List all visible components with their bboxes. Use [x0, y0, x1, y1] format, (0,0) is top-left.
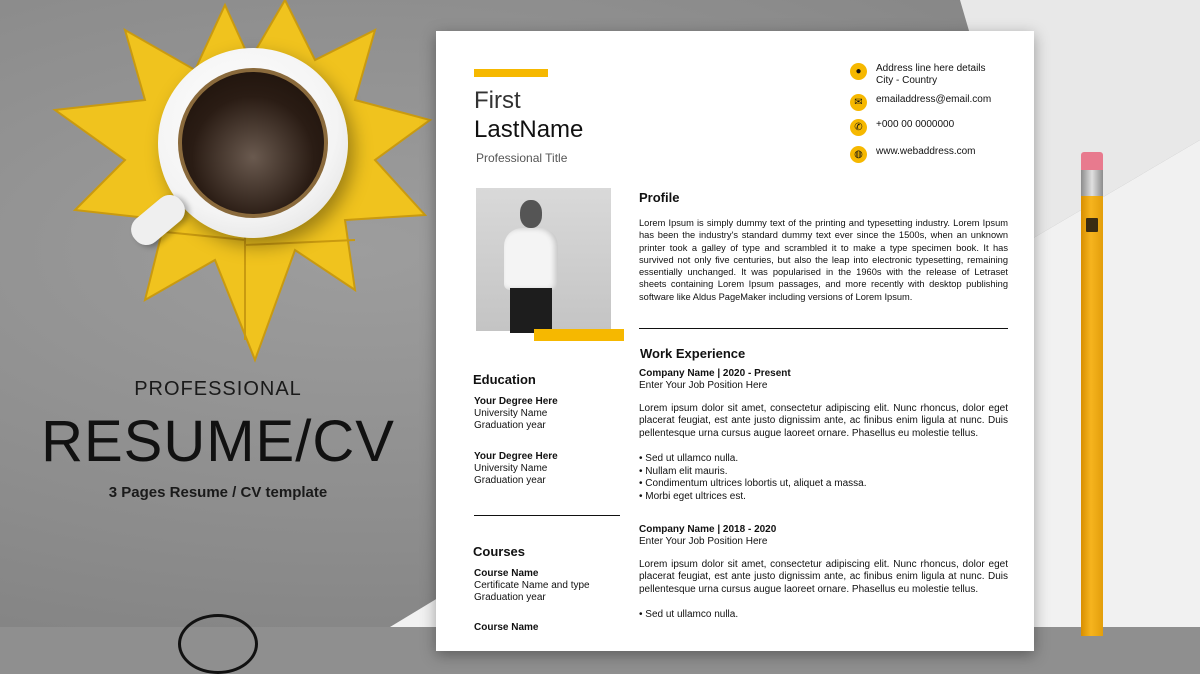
- degree-1: Your Degree Here: [474, 396, 558, 407]
- pencil-image: [1081, 152, 1103, 632]
- header-accent-bar: [474, 69, 548, 77]
- location-pin-icon: ●: [850, 63, 867, 80]
- course-1-name: Course Name: [474, 568, 539, 579]
- graduation-1: Graduation year: [474, 420, 546, 431]
- job-entry-1: [639, 368, 791, 392]
- pencil-label: [1086, 218, 1098, 232]
- degree-2: Your Degree Here: [474, 451, 558, 462]
- job-2-position: Enter Your Job Position Here: [639, 536, 768, 547]
- job-1-description: Lorem ipsum dolor sit amet, consectetur adipiscing elit. Nunc rhoncus, dolor eget placerat feugiat, est ante justo dignissim ante, ac finibus enim ligula at nunc. Duis pellentesque urna cursus augue laoreet ornare. Phasellus eu molestie tellus.: [639, 403, 1008, 439]
- profile-divider: [639, 328, 1008, 329]
- professional-title: Professional Title: [476, 151, 568, 165]
- list-item: • Sed ut ullamco nulla.: [639, 453, 739, 464]
- list-item: • Morbi eget ultrices est.: [639, 490, 746, 502]
- contact-email: [850, 94, 991, 111]
- list-item: • Sed ut ullamco nulla.: [639, 609, 739, 620]
- education-item-2: [474, 451, 558, 487]
- graduation-2: Graduation year: [474, 475, 546, 486]
- job-2-description: Lorem ipsum dolor sit amet, consectetur adipiscing elit. Nunc rhoncus, dolor eget placerat feugiat, est ante justo dignissim ante, ac finibus enim ligula at nunc. Duis pellentesque urna cursus augue laoreet ornare. Phasellus eu molestie tellus.: [639, 559, 1008, 595]
- list-item: • Condimentum ultrices lobortis ut, aliquet a massa.: [639, 478, 867, 489]
- work-heading: Work Experience: [640, 346, 746, 361]
- first-name: First: [474, 87, 521, 114]
- coffee-cup-image: [158, 48, 348, 238]
- profile-photo: [476, 188, 611, 331]
- course-item-1: [474, 568, 590, 604]
- contact-web: [850, 146, 975, 163]
- photo-accent-bar: [534, 329, 624, 341]
- phone-icon: ✆: [850, 119, 867, 136]
- education-item-1: [474, 396, 558, 432]
- profile-heading: Profile: [639, 190, 680, 205]
- contact-address: [850, 63, 986, 87]
- coffee-surface: [178, 68, 328, 218]
- web-text: www.webaddress.com: [876, 146, 976, 157]
- address-line-2: City - Country: [876, 75, 938, 86]
- pencil-eraser: [1081, 152, 1103, 170]
- course-1-certificate: Certificate Name and type: [474, 580, 590, 591]
- education-heading: Education: [473, 372, 536, 387]
- pencil-body: [1081, 196, 1103, 636]
- job-1-position: Enter Your Job Position Here: [639, 380, 768, 391]
- profile-text: Lorem Ipsum is simply dummy text of the printing and typesetting industry. Lorem Ipsum has been the industry's standard dummy text ever since the 1500s, when an unknown printer took a galley of type and scrambled it to make a type specimen book. It has survived not only five centuries, but also the leap into electronic typesetting, remaining essentially unchanged. It was popularised in the 1960s with the release of Letraset sheets containing Lorem Ipsum passages, and more recently with desktop publishing software like Aldus PageMaker including versions of Lorem Ipsum.: [639, 218, 1008, 302]
- globe-icon: ◍: [850, 146, 867, 163]
- education-divider: [474, 515, 620, 516]
- job-entry-2: [639, 524, 776, 548]
- university-1: University Name: [474, 408, 548, 419]
- job-2-company: Company Name | 2018 - 2020: [639, 524, 777, 535]
- job-2-bullets: [639, 609, 1008, 622]
- email-text: emailaddress@email.com: [876, 94, 992, 105]
- job-1-bullets: [639, 453, 1008, 503]
- university-2: University Name: [474, 463, 548, 474]
- course-item-2: [474, 622, 538, 634]
- course-1-year: Graduation year: [474, 592, 546, 603]
- last-name: LastName: [474, 116, 584, 143]
- courses-heading: Courses: [473, 544, 526, 559]
- promo-title-small: PROFESSIONAL: [134, 378, 302, 400]
- contact-phone: [850, 119, 954, 136]
- course-2-name: Course Name: [474, 622, 539, 633]
- list-item: • Nullam elit mauris.: [639, 465, 728, 477]
- address-line-1: Address line here details: [876, 63, 986, 74]
- badge-circle-icon: [178, 614, 258, 674]
- promo-subtitle: 3 Pages Resume / CV template: [108, 484, 328, 501]
- job-1-company: Company Name | 2020 - Present: [639, 368, 791, 379]
- phone-text: +000 00 0000000: [876, 119, 955, 130]
- envelope-icon: ✉: [850, 94, 867, 111]
- promo-title-big: RESUME/CV: [41, 409, 395, 474]
- pencil-ferrule: [1081, 170, 1103, 196]
- resume-page: [436, 31, 1034, 651]
